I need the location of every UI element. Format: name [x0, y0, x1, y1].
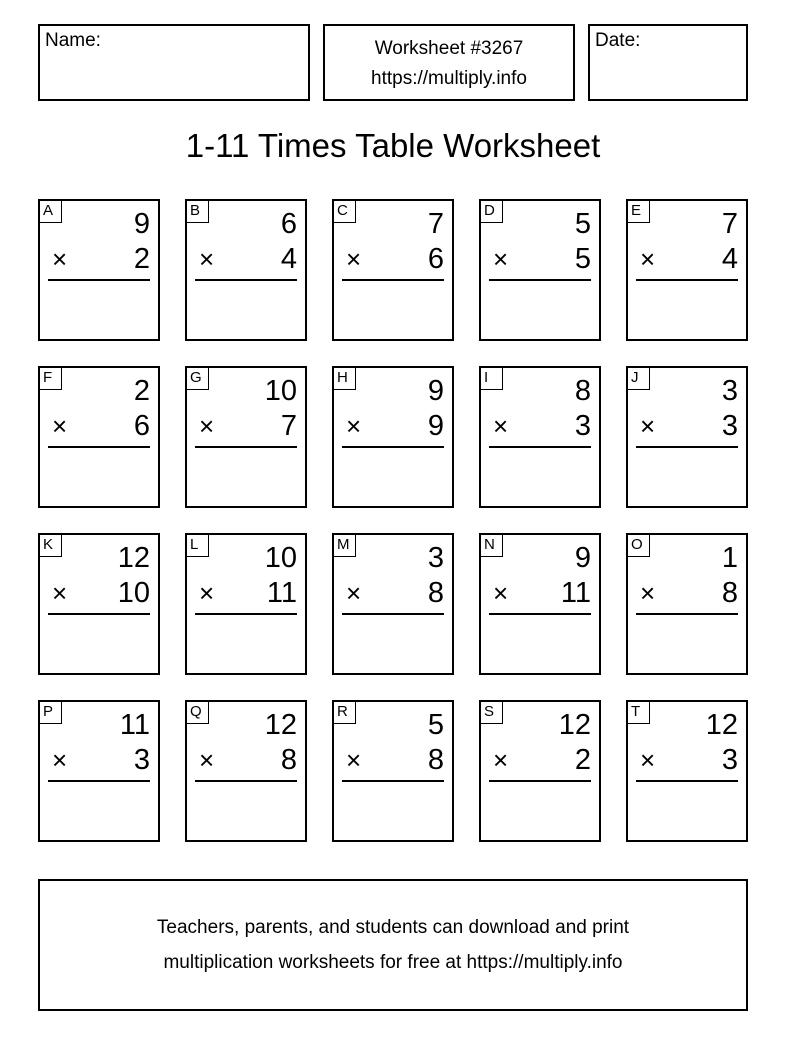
answer-line: [48, 780, 150, 782]
answer-line: [195, 780, 297, 782]
problem-letter: P: [40, 702, 62, 724]
multiplicand: 9: [427, 375, 444, 407]
problem-card: [332, 366, 454, 508]
multiplicand: 9: [574, 542, 591, 574]
multiplier: 8: [427, 744, 444, 776]
problem-letter: I: [481, 368, 503, 390]
multiplicand: 12: [705, 709, 738, 741]
problem-letter: T: [628, 702, 650, 724]
answer-line: [48, 446, 150, 448]
footer-box: [38, 879, 748, 1011]
multiplier: 6: [427, 243, 444, 275]
problem-card: [185, 366, 307, 508]
times-sign: ×: [52, 244, 68, 274]
problem-card: [626, 700, 748, 842]
multiplicand: 5: [427, 709, 444, 741]
date-label: Date:: [595, 30, 641, 51]
multiplicand: 8: [574, 375, 591, 407]
multiplicand: 12: [558, 709, 591, 741]
times-sign: ×: [199, 745, 215, 775]
times-sign: ×: [52, 411, 68, 441]
multiplicand: 2: [133, 375, 150, 407]
multiplier: 2: [133, 243, 150, 275]
multiplier: 2: [574, 744, 591, 776]
worksheet-number: Worksheet #3267: [374, 38, 524, 59]
page-title: 1-11 Times Table Worksheet: [185, 127, 601, 164]
multiplier: 7: [280, 410, 297, 442]
problem-card: [332, 700, 454, 842]
problem-letter: D: [481, 201, 503, 223]
problem-card: [185, 199, 307, 341]
multiplier: 10: [117, 577, 150, 609]
problem-card: [185, 533, 307, 675]
problem-card: [38, 533, 160, 675]
problem-letter: H: [334, 368, 356, 390]
multiplicand: 9: [133, 208, 150, 240]
problem-card: [626, 533, 748, 675]
multiplicand: 7: [427, 208, 444, 240]
date-field[interactable]: [588, 24, 748, 101]
problem-card: [479, 700, 601, 842]
times-sign: ×: [346, 411, 362, 441]
problem-letter: G: [187, 368, 209, 390]
problem-letter: Q: [187, 702, 209, 724]
answer-line: [195, 279, 297, 281]
times-sign: ×: [346, 578, 362, 608]
answer-line: [489, 613, 591, 615]
problem-card: [332, 533, 454, 675]
multiplier: 8: [427, 577, 444, 609]
multiplier: 4: [721, 243, 738, 275]
answer-line: [195, 613, 297, 615]
times-sign: ×: [640, 745, 656, 775]
problem-card: [38, 199, 160, 341]
multiplier: 8: [721, 577, 738, 609]
times-sign: ×: [199, 411, 215, 441]
times-sign: ×: [52, 745, 68, 775]
multiplicand: 10: [264, 542, 297, 574]
multiplicand: 1: [721, 542, 738, 574]
times-sign: ×: [493, 745, 509, 775]
problem-card: [332, 199, 454, 341]
multiplier: 3: [721, 744, 738, 776]
problem-letter: L: [187, 535, 209, 557]
problem-letter: M: [334, 535, 356, 557]
answer-line: [636, 446, 738, 448]
multiplier: 11: [266, 577, 297, 609]
multiplier: 3: [721, 410, 738, 442]
times-sign: ×: [346, 745, 362, 775]
times-sign: ×: [640, 244, 656, 274]
multiplicand: 12: [264, 709, 297, 741]
answer-line: [48, 613, 150, 615]
problem-letter: J: [628, 368, 650, 390]
multiplicand: 5: [574, 208, 591, 240]
footer-line-2: multiplication worksheets for free at https://multiply.info: [163, 952, 623, 973]
problem-card: [626, 366, 748, 508]
problem-card: [185, 700, 307, 842]
multiplicand: 11: [119, 709, 150, 741]
answer-line: [489, 780, 591, 782]
answer-line: [489, 279, 591, 281]
times-sign: ×: [52, 578, 68, 608]
problem-letter: N: [481, 535, 503, 557]
multiplier: 9: [427, 410, 444, 442]
multiplier: 6: [133, 410, 150, 442]
multiplicand: 6: [280, 208, 297, 240]
problem-letter: S: [481, 702, 503, 724]
problem-card: [479, 366, 601, 508]
answer-line: [342, 446, 444, 448]
problem-letter: C: [334, 201, 356, 223]
multiplicand: 7: [721, 208, 738, 240]
name-label: Name:: [45, 30, 101, 51]
problem-card: [38, 366, 160, 508]
answer-line: [636, 613, 738, 615]
times-sign: ×: [346, 244, 362, 274]
answer-line: [636, 780, 738, 782]
name-field[interactable]: [38, 24, 310, 101]
multiplier: 3: [133, 744, 150, 776]
times-sign: ×: [640, 578, 656, 608]
answer-line: [342, 780, 444, 782]
problem-letter: O: [628, 535, 650, 557]
multiplier: 3: [574, 410, 591, 442]
multiplicand: 3: [721, 375, 738, 407]
multiplier: 11: [560, 577, 591, 609]
problem-letter: B: [187, 201, 209, 223]
multiplier: 5: [574, 243, 591, 275]
times-sign: ×: [199, 244, 215, 274]
worksheet-url: https://multiply.info: [371, 68, 527, 89]
multiplicand: 12: [117, 542, 150, 574]
times-sign: ×: [199, 578, 215, 608]
times-sign: ×: [493, 411, 509, 441]
answer-line: [342, 613, 444, 615]
problem-card: [479, 199, 601, 341]
answer-line: [342, 279, 444, 281]
answer-line: [636, 279, 738, 281]
problem-letter: K: [40, 535, 62, 557]
times-sign: ×: [493, 578, 509, 608]
problem-card: [479, 533, 601, 675]
times-sign: ×: [640, 411, 656, 441]
problem-card: [38, 700, 160, 842]
problem-card: [626, 199, 748, 341]
multiplier: 4: [280, 243, 297, 275]
answer-line: [48, 279, 150, 281]
problem-letter: R: [334, 702, 356, 724]
problem-letter: F: [40, 368, 62, 390]
problem-letter: A: [40, 201, 62, 223]
times-sign: ×: [493, 244, 509, 274]
footer-line-1: Teachers, parents, and students can download and print: [156, 917, 630, 938]
answer-line: [489, 446, 591, 448]
multiplicand: 3: [427, 542, 444, 574]
worksheet-info-box: [323, 24, 575, 101]
answer-line: [195, 446, 297, 448]
problem-letter: E: [628, 201, 650, 223]
multiplicand: 10: [264, 375, 297, 407]
multiplier: 8: [280, 744, 297, 776]
